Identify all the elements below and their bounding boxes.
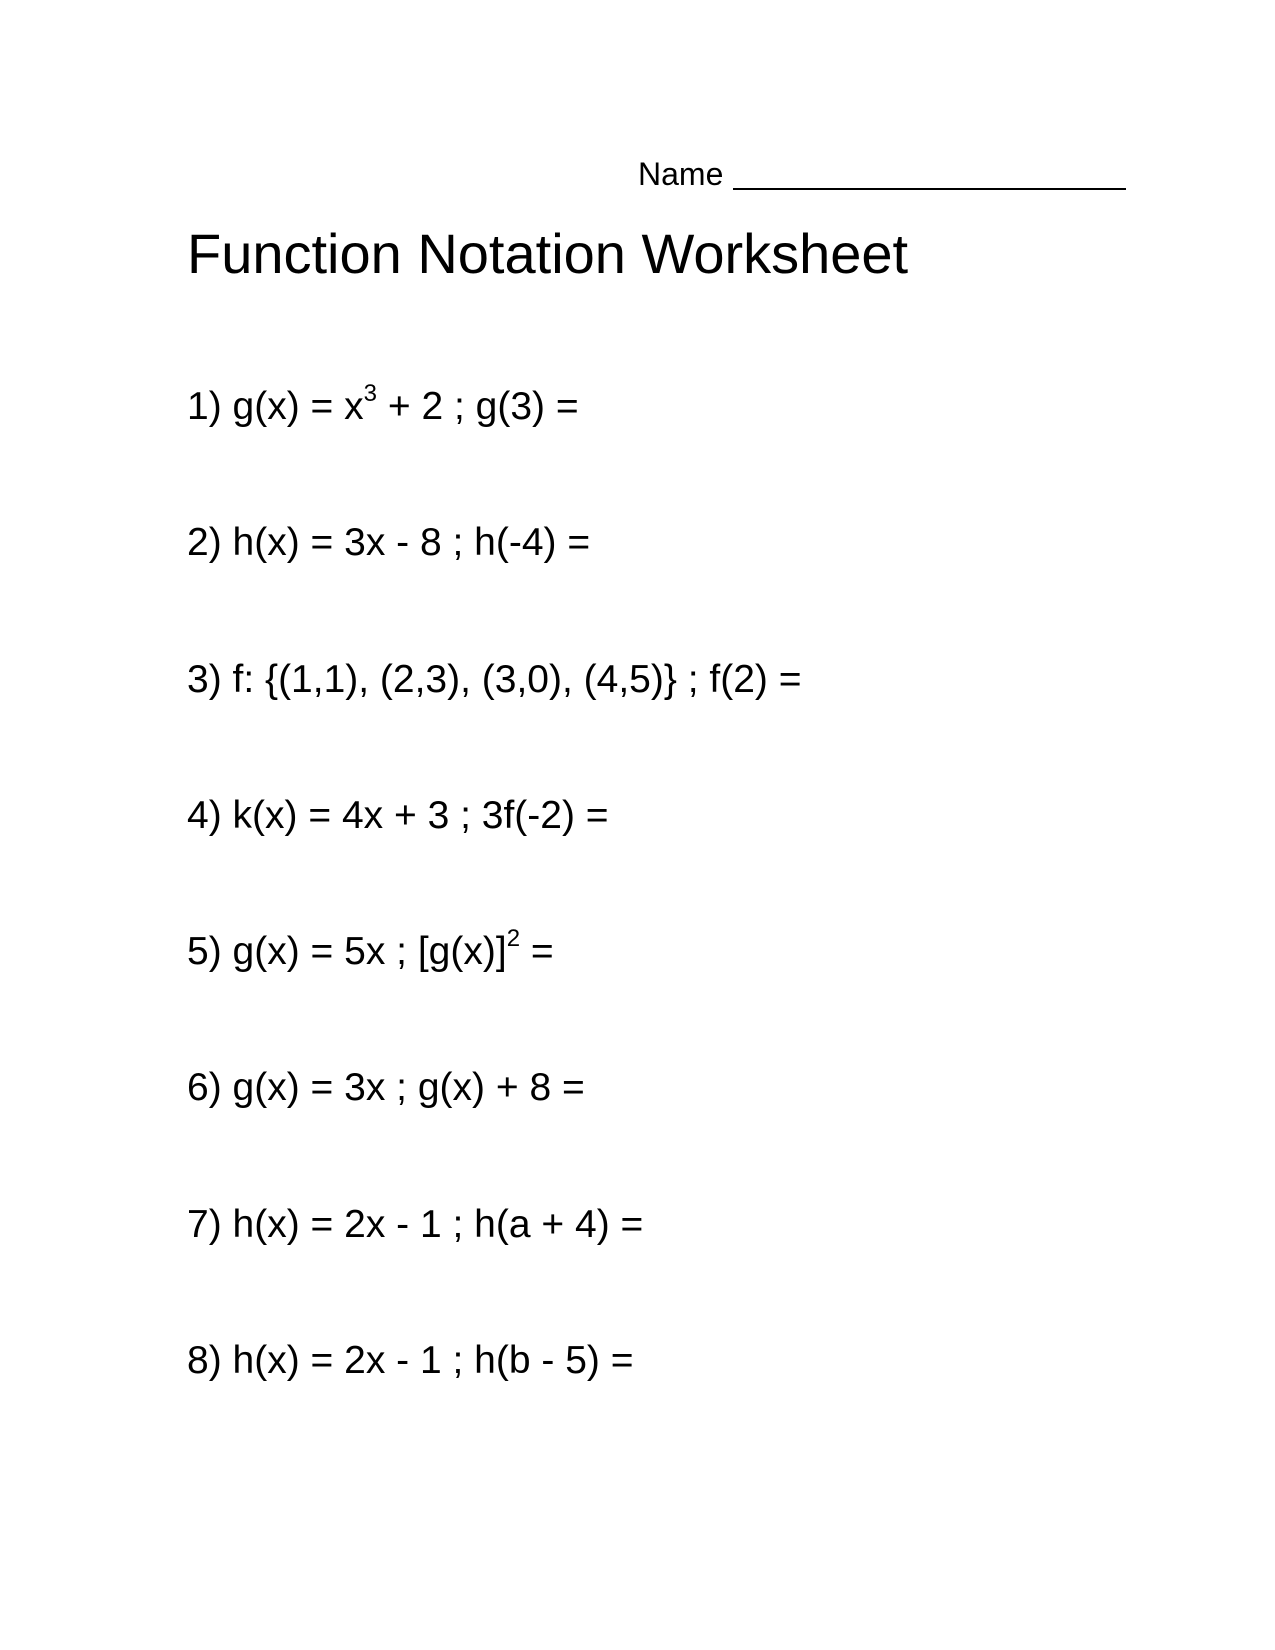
- problem-number: 5): [187, 930, 222, 973]
- problem-2: [187, 523, 590, 562]
- problem-text-end: =: [520, 930, 554, 973]
- problem-number: 3): [187, 658, 222, 701]
- problem-text: h(x) = 2x - 1 ; h(b - 5) =: [232, 1339, 634, 1382]
- name-label: Name: [638, 156, 724, 192]
- problem-exponent: 3: [363, 380, 378, 407]
- problem-5: [187, 925, 554, 973]
- problem-number: 6): [187, 1066, 222, 1109]
- problem-number: 4): [187, 794, 222, 837]
- problem-text: k(x) = 4x + 3 ; 3f(-2) =: [232, 794, 609, 837]
- problem-text-end: + 2 ; g(3) =: [377, 385, 579, 428]
- problem-4: [187, 796, 609, 835]
- problem-exponent: 2: [506, 925, 521, 952]
- problem-number: 7): [187, 1203, 222, 1246]
- problem-8: [187, 1341, 634, 1380]
- problem-text: g(x) = 3x ; g(x) + 8 =: [232, 1066, 585, 1109]
- problem-number: 1): [187, 385, 222, 428]
- problem-text: h(x) = 3x - 8 ; h(-4) =: [232, 521, 591, 564]
- problem-text: h(x) = 2x - 1 ; h(a + 4) =: [232, 1203, 644, 1246]
- problem-text: g(x) = x: [232, 385, 364, 428]
- problem-1: [187, 380, 579, 428]
- problem-number: 8): [187, 1339, 222, 1382]
- name-field-row: [638, 150, 1126, 190]
- name-blank-line: [733, 158, 1126, 190]
- page-title: Function Notation Worksheet: [187, 222, 909, 285]
- problem-text: g(x) = 5x ; [g(x)]: [232, 930, 507, 973]
- problem-7: [187, 1205, 643, 1244]
- problem-number: 2): [187, 521, 222, 564]
- problem-text: f: {(1,1), (2,3), (3,0), (4,5)} ; f(2) =: [232, 658, 802, 701]
- problem-3: [187, 660, 801, 699]
- problem-6: [187, 1068, 585, 1107]
